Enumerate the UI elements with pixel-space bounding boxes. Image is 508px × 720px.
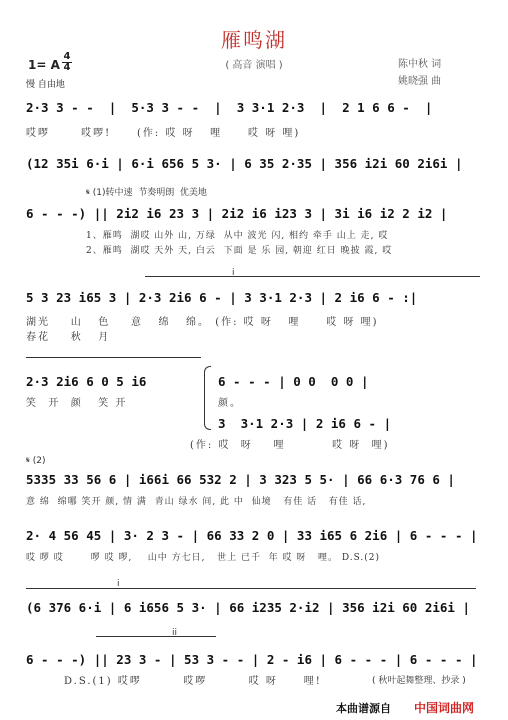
key-signature: 1= A <box>28 58 60 72</box>
volta-label-2: ii <box>172 628 178 638</box>
staff-brace <box>204 366 211 430</box>
lyrics-line-6: 意 绵 绵哪 笑开 颜, 情 满 青山 绿水 间, 此 中 仙境 有佳 话 有佳 话, <box>26 497 367 507</box>
lyrics-line-9: D.S.(1) 哎啰 哎啰 哎 呀 哩! <box>64 676 322 687</box>
section-marking-2: 𝄋 (2) <box>26 456 46 466</box>
lyrics-line-5-lower: (作: 哎 呀 哩 哎 呀 哩) <box>190 440 390 451</box>
score-line-5-lower: 3 3·1 2·3 | 2 i6 6 - | <box>218 416 392 431</box>
score-line-6: 5335 33 56 6 | i66i 66 532 2 | 3 323 5 5· | 66 6·3 76 6 | <box>26 472 455 487</box>
volta-label-1: i <box>232 268 235 278</box>
lyrics-line-5-upper: 颜。 <box>218 398 242 409</box>
lyrics-line-1: 哎啰 哎啰! (作: 哎 呀 哩 哎 呀 哩) <box>26 128 301 139</box>
score-line-7: 2· 4 56 45 | 3· 2 3 - | 66 33 2 0 | 33 i65 6 2i6 | 6 - - - | <box>26 528 478 543</box>
lyrics-line-4-verse-1: 湖光 山 色 意 绵 绵。 (作: 哎 呀 哩 哎 呀 哩) <box>26 317 379 328</box>
lyrics-line-4-verse-2: 春花 秋 月 <box>26 332 111 343</box>
song-title: 雁鸣湖 <box>221 28 287 52</box>
time-signature-bottom: 4 <box>63 62 71 73</box>
arranger-note: ( 秋叶起舞整理、抄录 ) <box>372 676 466 686</box>
lyrics-line-3-verse-2: 2、雁鸣 湖哎 天外 天, 白云 下面 是 乐 园, 朝迎 红日 晚披 霞, 哎 <box>86 246 393 256</box>
score-line-5-upper: 6 - - - | 0 0 0 0 | <box>218 374 369 389</box>
interlude-bracket <box>26 588 476 589</box>
score-line-2: (12 35i 6·i | 6·i 656 5 3· | 6 35 2·35 | 356 i2i 60 2i6i | <box>26 156 463 171</box>
score-line-1: 2·3 3 - - | 5·3 3 - - | 3 3·1 2·3 | 2 1 6 6 - | <box>26 100 433 115</box>
volta-bracket-3 <box>96 636 216 637</box>
singer-credit: ( 高音 演唱 ) <box>225 60 283 71</box>
volta-bracket-2 <box>26 357 201 358</box>
site-name-link[interactable]: 中国词曲网 <box>414 701 475 715</box>
lyricist-credit: 陈中秋 词 <box>398 59 442 70</box>
time-signature <box>62 52 72 73</box>
time-signature-top: 4 <box>63 51 71 62</box>
score-line-9: 6 - - -) || 23 3 - | 53 3 - - | 2 - i6 | 6 - - - | 6 - - - | <box>26 652 478 667</box>
lyrics-line-5: 笑 开 颜 笑 开 <box>26 398 128 409</box>
lyrics-line-7: 哎 啰 哎 啰 哎 啰, 山中 方七日, 世上 已千 年 哎 呀 哩。 D.S.(2) <box>26 553 381 563</box>
section-marking-1: 𝄋 (1)转中速 节奏明朗 优美地 <box>86 188 207 198</box>
score-line-3: 6 - - -) || 2i2 i6 23 3 | 2i2 i6 i23 3 | 3i i6 i2 2 i2 | <box>26 206 448 221</box>
interlude-label: i <box>117 579 120 589</box>
score-line-4: 5 3 23 i65 3 | 2·3 2i6 6 - | 3 3·1 2·3 | 2 i6 6 - :| <box>26 290 418 305</box>
volta-bracket-1 <box>145 276 480 277</box>
lyrics-line-3-verse-1: 1、雁鸣 湖哎 山外 山, 万绿 从中 波光 闪, 相约 牵手 山上 走, 哎 <box>86 231 389 241</box>
tempo-marking: 慢 自由地 <box>26 80 65 90</box>
score-line-5: 2·3 2i6 6 0 5 i6 <box>26 374 147 389</box>
source-label: 本曲谱源自 <box>336 702 391 715</box>
composer-credit: 姚晓强 曲 <box>398 76 442 87</box>
score-line-8: (6 376 6·i | 6 i656 5 3· | 66 i235 2·i2 | 356 i2i 60 2i6i | <box>26 600 471 615</box>
